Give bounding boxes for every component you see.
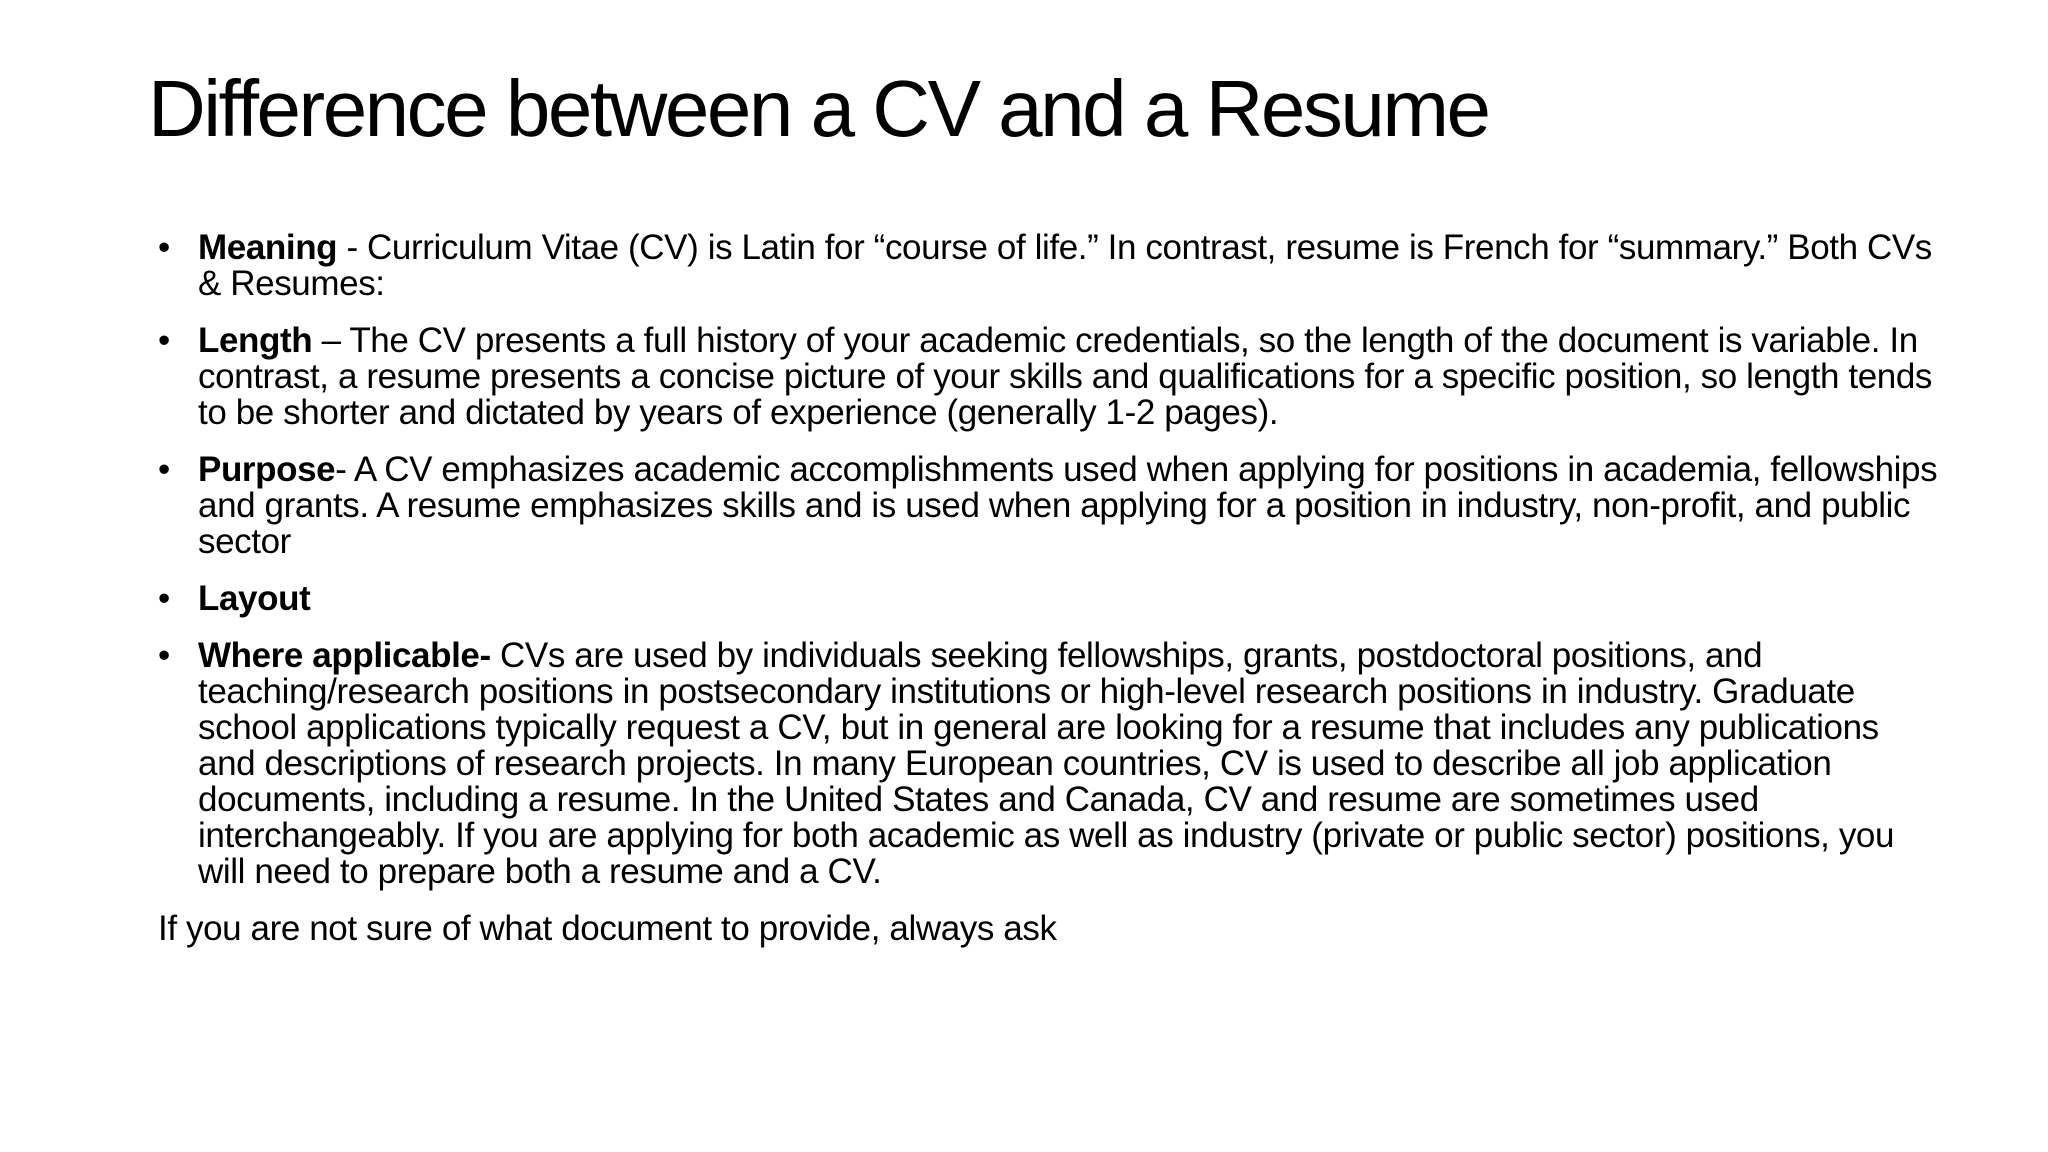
bullet-dot-icon: •	[158, 228, 170, 267]
bullet-term: Meaning	[198, 228, 338, 267]
bullet-purpose	[158, 452, 1938, 560]
slide-title: Difference between a CV and a Resume	[148, 64, 1489, 153]
closing-line: If you are not sure of what document to provide, always ask	[158, 909, 1057, 948]
bullet-text: CVs are used by individuals seeking fellowships, grants, postdoctoral positions, and teaching/research positions in postsecondary institutions or high-level research positions in industry. Graduate school applications typically request a CV, but in general are looking for a resume that includes any publications and descriptions of research projects. In many European countries, CV is used to describe all job application documents, including a resume. In the United States and Canada, CV and resume are sometimes used interchangeably. If you are applying for both academic as well as industry (private or public sector) positions, you will need to prepare both a resume and a CV.	[198, 636, 1895, 891]
bullet-meaning	[158, 230, 1938, 302]
bullet-term: Length	[198, 321, 313, 360]
bullet-term: Purpose	[198, 450, 336, 489]
bullet-layout	[158, 581, 1938, 617]
bullet-text: – The CV presents a full history of your academic credentials, so the length of the document is variable. In contrast, a resume presents a concise picture of your skills and qualifications for a specific position, so length tends to be shorter and dictated by years of experience (generally 1-2 pages).	[198, 321, 1933, 432]
bullet-list	[158, 230, 1938, 947]
bullet-where-applicable	[158, 638, 1938, 890]
bullet-dot-icon: •	[158, 450, 170, 489]
bullet-text: - Curriculum Vitae (CV) is Latin for “course of life.” In contrast, resume is French for “summary.” Both CVs & Resumes:	[198, 228, 1932, 303]
bullet-text: - A CV emphasizes academic accomplishments used when applying for positions in academia, fellowships and grants. A resume emphasizes skills and is used when applying for a position in industry, non-profit, and public sector	[198, 450, 1938, 561]
bullet-dot-icon: •	[158, 579, 170, 618]
bullet-length	[158, 323, 1938, 431]
bullet-dot-icon: •	[158, 321, 170, 360]
bullet-term: Where applicable-	[198, 636, 491, 675]
bullet-term: Layout	[198, 579, 311, 618]
bullet-dot-icon: •	[158, 636, 170, 675]
